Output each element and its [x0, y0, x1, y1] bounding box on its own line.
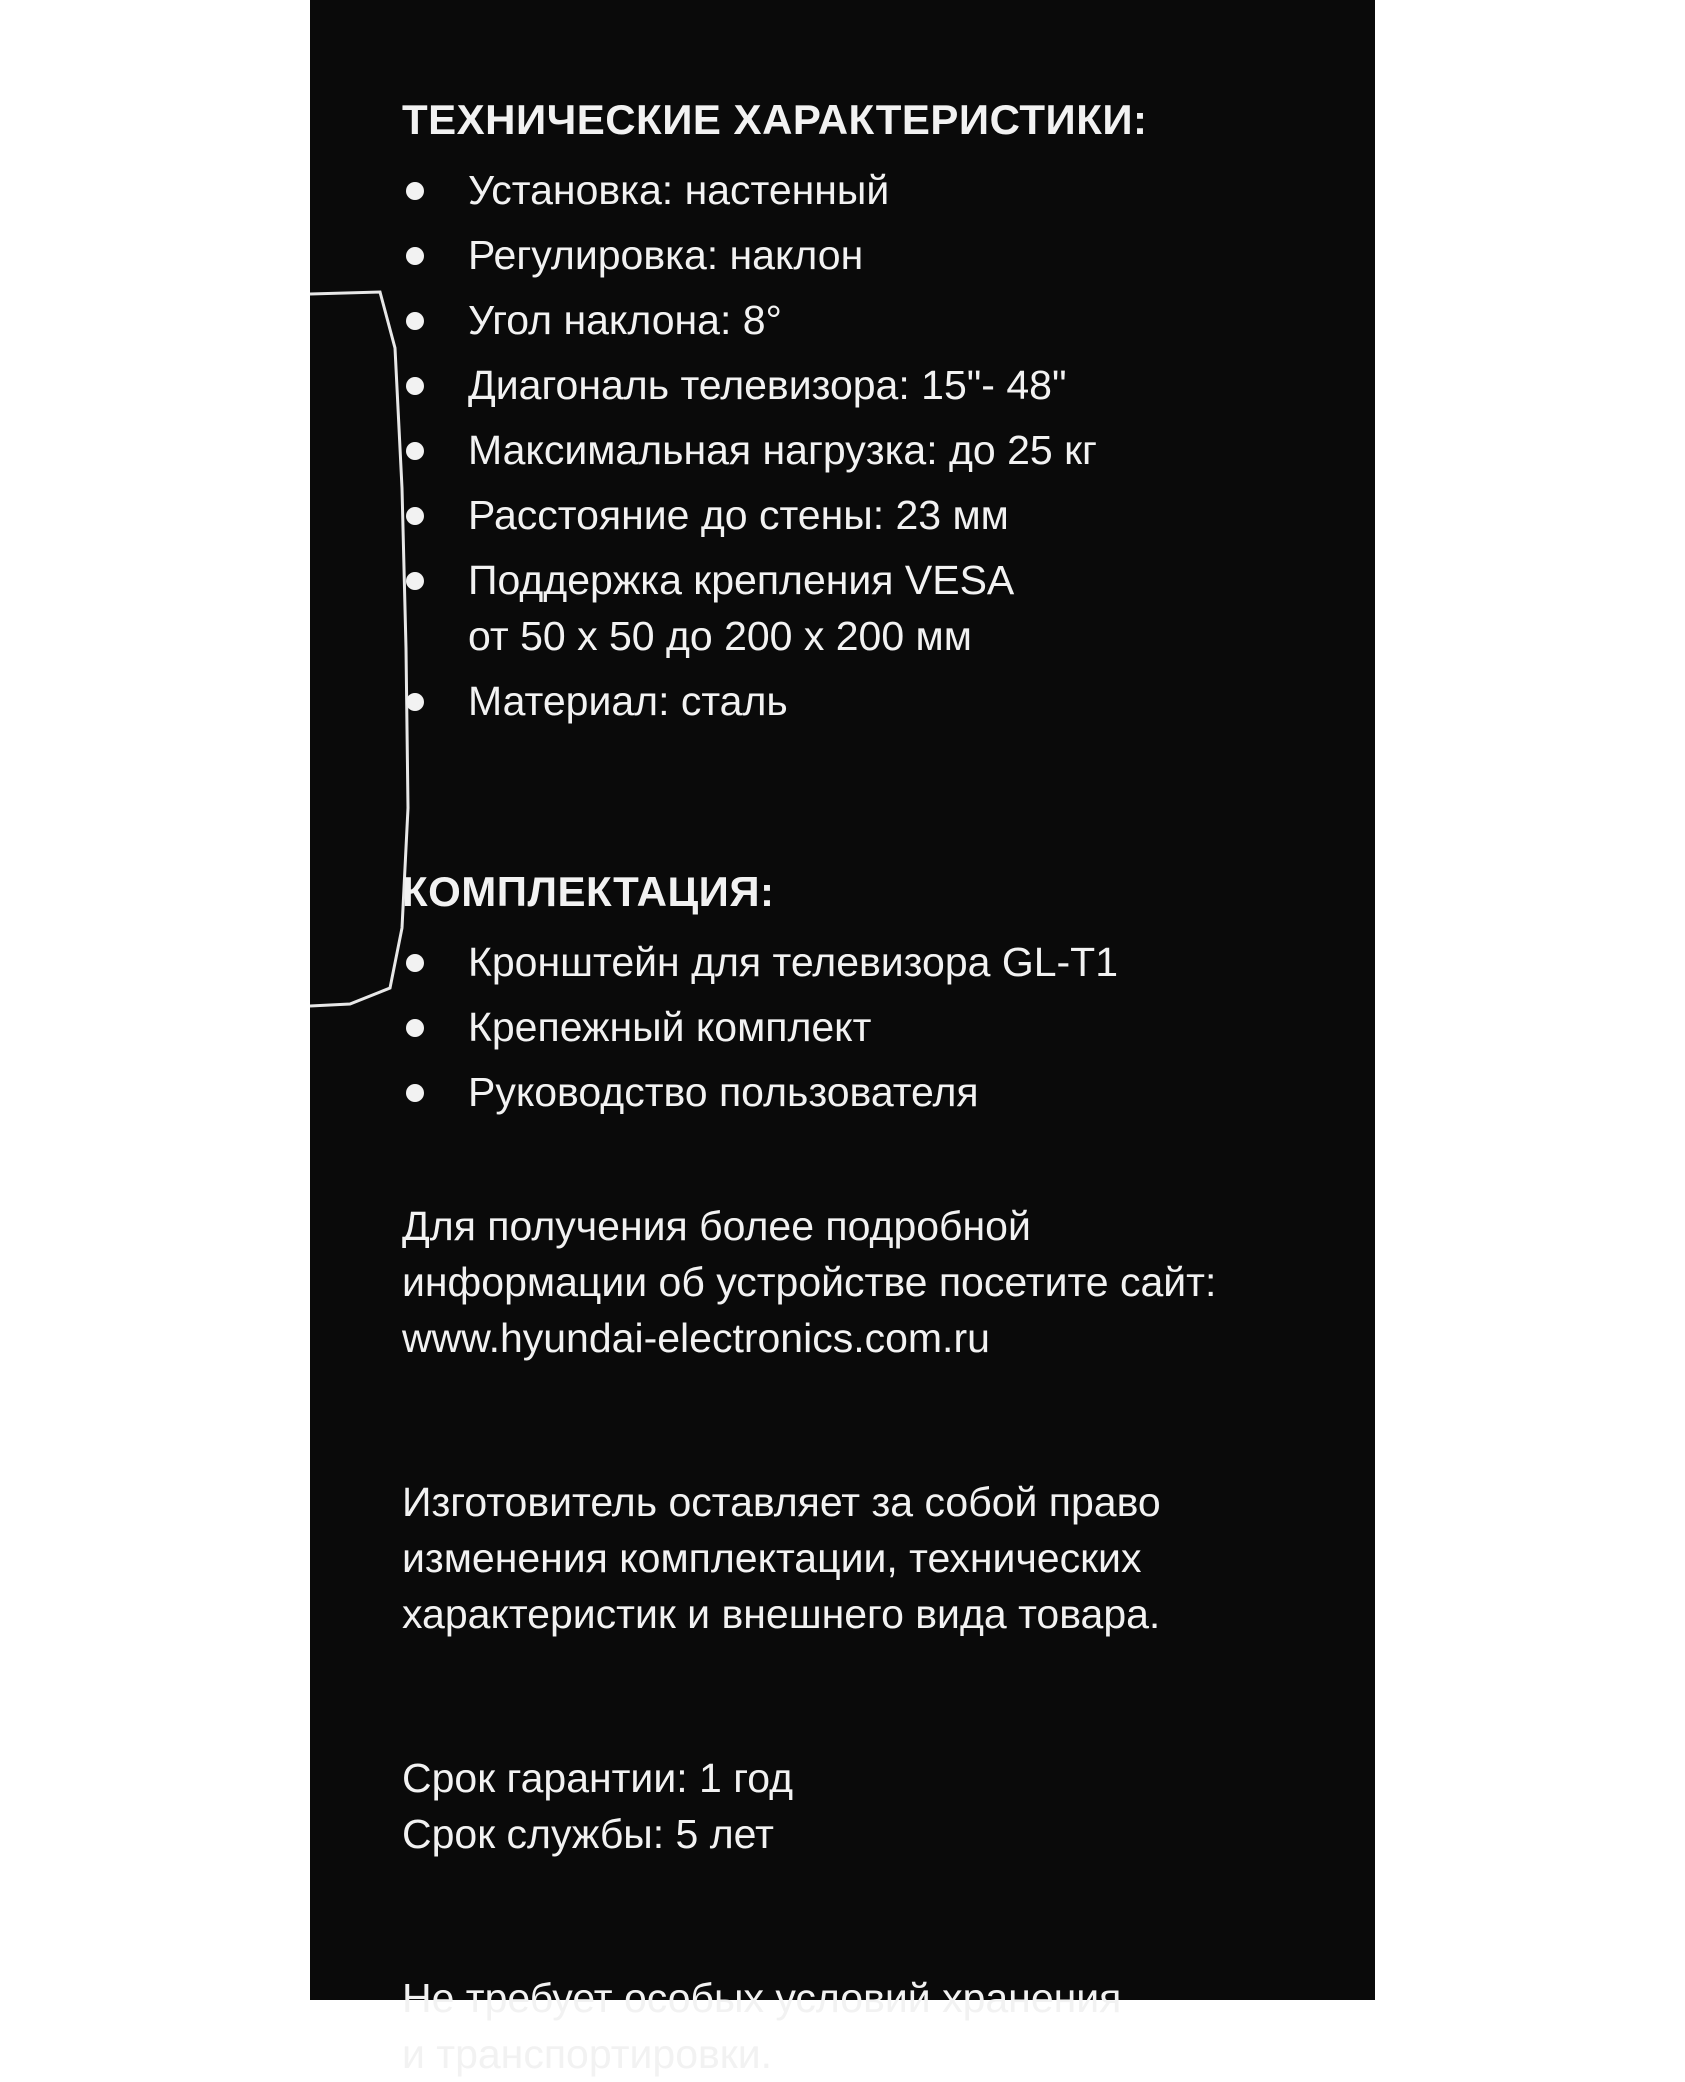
specs-item [402, 292, 1362, 348]
bullet-icon [406, 1084, 424, 1102]
warranty-period: Срок гарантии: 1 год [402, 1755, 794, 1801]
package-item [402, 1064, 1362, 1120]
specs-item [402, 357, 1362, 413]
specs-item [402, 487, 1362, 543]
rights-line: Изготовитель оставляет за собой право [402, 1479, 1161, 1525]
bullet-icon [406, 442, 424, 460]
package-item-text: Крепежный комплект [468, 1004, 872, 1050]
package-item-text: Кронштейн для телевизора GL-T1 [468, 939, 1119, 985]
more-info-line: Для получения более подробной [402, 1203, 1031, 1249]
specs-item-text: Расстояние до стены: 23 мм [468, 492, 1009, 538]
spec-content [402, 90, 1362, 2082]
service-life: Срок службы: 5 лет [402, 1811, 774, 1857]
website-url: www.hyundai-electronics.com.ru [402, 1315, 990, 1361]
specs-item [402, 422, 1362, 478]
bullet-icon [406, 247, 424, 265]
bullet-icon [406, 693, 424, 711]
specs-list [402, 162, 1362, 729]
specs-item-text: Диагональ телевизора: 15"- 48" [468, 362, 1067, 408]
package-heading: КОМПЛЕКТАЦИЯ: [402, 868, 775, 915]
specs-item-text: Установка: настенный [468, 167, 890, 213]
specs-item-text: Поддержка крепления VESA [468, 557, 1015, 603]
specs-heading: ТЕХНИЧЕСКИЕ ХАРАКТЕРИСТИКИ: [402, 96, 1148, 143]
specs-item [402, 673, 1362, 729]
specs-item [402, 227, 1362, 283]
storage-line: и транспортировки. [402, 2031, 773, 2077]
specs-item [402, 162, 1362, 218]
bullet-icon [406, 954, 424, 972]
bullet-icon [406, 377, 424, 395]
rights-line: изменения комплектации, технических [402, 1535, 1142, 1581]
spec-panel [310, 0, 1375, 2077]
package-fold-line [310, 288, 410, 1008]
more-info-paragraph [402, 1198, 1362, 1366]
specs-item-text: от 50 x 50 до 200 x 200 мм [468, 613, 972, 659]
specs-item-text: Угол наклона: 8° [468, 297, 782, 343]
bullet-icon [406, 507, 424, 525]
manufacturer-rights-paragraph [402, 1474, 1362, 1642]
bullet-icon [406, 572, 424, 590]
specs-item-text: Регулировка: наклон [468, 232, 864, 278]
bullet-icon [406, 312, 424, 330]
bullet-icon [406, 182, 424, 200]
package-item [402, 934, 1362, 990]
specs-item-text: Максимальная нагрузка: до 25 кг [468, 427, 1097, 473]
storage-line: Не требует особых условий хранения [402, 1975, 1122, 2021]
package-item-text: Руководство пользователя [468, 1069, 979, 1115]
package-list [402, 934, 1362, 1120]
specs-item [402, 552, 1362, 664]
specs-item-text: Материал: сталь [468, 678, 788, 724]
rights-line: характеристик и внешнего вида товара. [402, 1591, 1161, 1637]
warranty-paragraph [402, 1750, 1362, 1862]
bullet-icon [406, 1019, 424, 1037]
more-info-line: информации об устройстве посетите сайт: [402, 1259, 1217, 1305]
storage-paragraph [402, 1970, 1362, 2082]
package-item [402, 999, 1362, 1055]
